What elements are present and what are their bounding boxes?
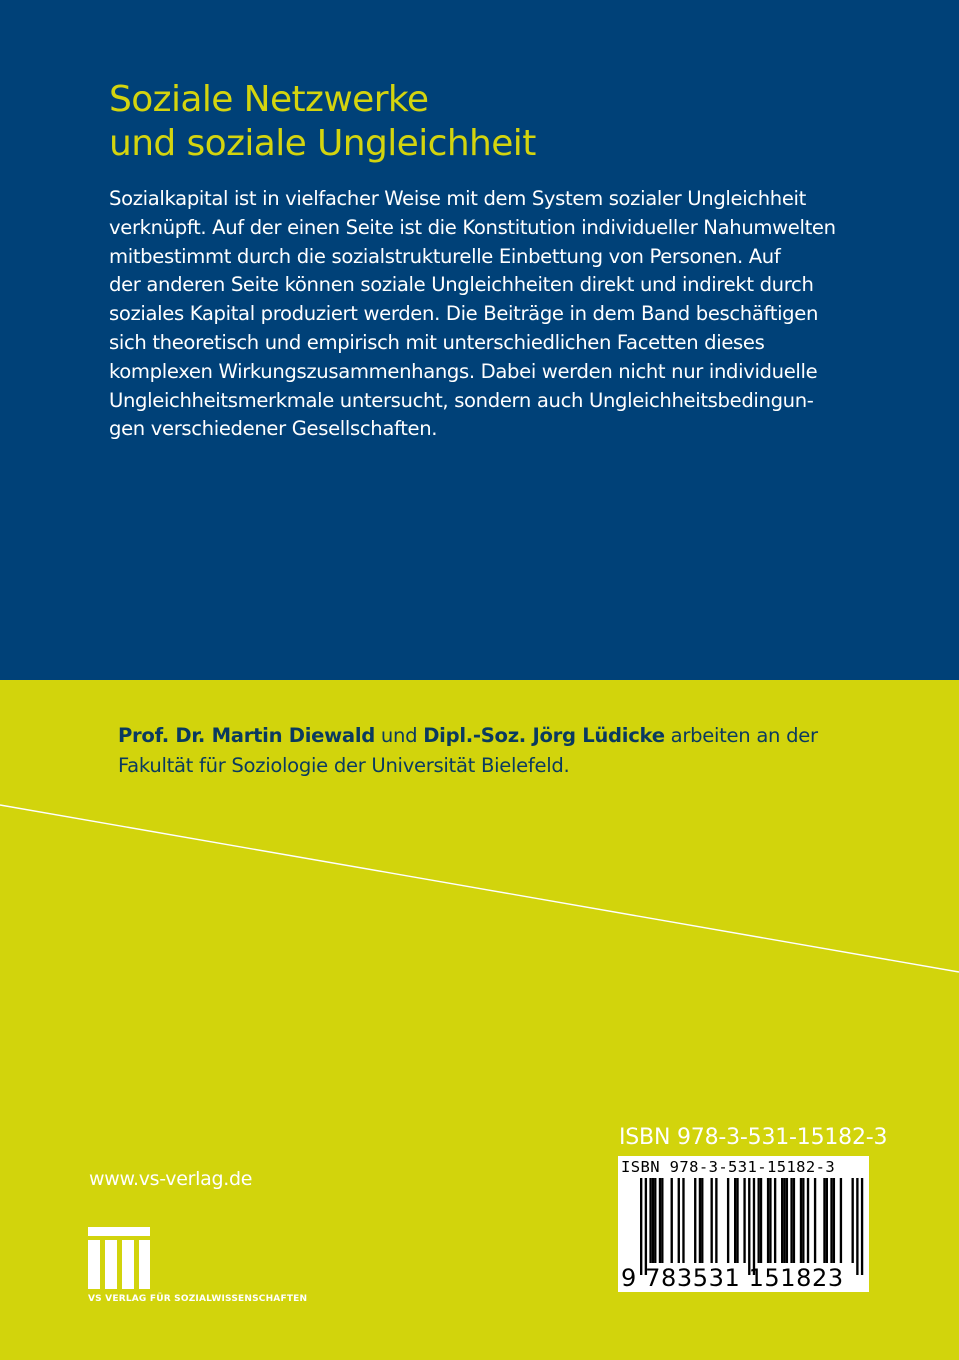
barcode-bar [711, 1178, 713, 1263]
description-line: komplexen Wirkungszusammenhangs. Dabei werden nicht nur individuelle [109, 359, 818, 383]
description-line: sich theoretisch und empirisch mit unterschiedlichen Facetten dieses [109, 330, 765, 354]
description-line: verknüpft. Auf der einen Seite ist die Konstitution individueller Nahumwelten [109, 215, 836, 239]
publisher-url[interactable]: www.vs-verlag.de [89, 1168, 253, 1190]
barcode-bar [678, 1178, 680, 1263]
barcode-bar [807, 1178, 809, 1263]
barcode [618, 1156, 869, 1292]
barcode-bar [852, 1178, 854, 1263]
vs-verlag-logo-icon [88, 1227, 150, 1289]
barcode-bar [760, 1178, 762, 1263]
ean-right-group: 151823 [748, 1264, 844, 1292]
barcode-bar [682, 1178, 684, 1263]
barcode-bar [736, 1178, 738, 1263]
author-info-rest: arbeiten an der [664, 724, 818, 747]
barcode-bar [826, 1178, 828, 1263]
barcode-bar [840, 1178, 842, 1263]
barcode-bar [769, 1178, 771, 1263]
barcode-bar [727, 1178, 729, 1263]
book-title-line-1: Soziale Netzwerke [109, 79, 429, 120]
barcode-bar [659, 1178, 661, 1263]
book-description [109, 185, 879, 444]
barcode-bar [694, 1178, 696, 1263]
barcode-bar [671, 1178, 673, 1263]
barcode-bar [748, 1178, 750, 1275]
barcode-bar [734, 1178, 736, 1263]
barcode-bar [767, 1178, 769, 1263]
ean-left-group: 783531 [645, 1264, 741, 1292]
book-title-line-2: und soziale Ungleichheit [109, 123, 536, 164]
barcode-bar [652, 1178, 654, 1263]
description-line: der anderen Seite können soziale Ungleichheiten direkt und indirekt durch [109, 273, 814, 297]
barcode-bar [781, 1178, 783, 1263]
isbn-label: ISBN 978-3-531-15182-3 [619, 1125, 888, 1150]
barcode-bar [640, 1178, 642, 1275]
barcode-bar [774, 1178, 776, 1263]
barcode-bar [833, 1178, 835, 1263]
book-title [109, 78, 869, 166]
barcode-bar [823, 1178, 825, 1263]
barcode-bar [861, 1178, 863, 1275]
author-conjunction: und [374, 724, 424, 747]
barcode-bar [649, 1178, 651, 1263]
barcode-bar [790, 1178, 792, 1263]
author-info [118, 721, 918, 781]
author-info-line-1 [118, 721, 918, 751]
barcode-bar [645, 1178, 647, 1275]
barcode-bar [802, 1178, 804, 1263]
description-line: Sozialkapital ist in vielfacher Weise mit dem System sozialer Ungleichheit [109, 187, 806, 210]
description-line: Ungleichheitsmerkmale untersucht, sondern auch Ungleichheitsbedingun- [109, 388, 814, 412]
description-line: soziales Kapital produziert werden. Die Beiträge in dem Band beschäftigen [109, 302, 819, 326]
barcode-bar [800, 1178, 802, 1263]
barcode-bar [793, 1178, 795, 1263]
barcode-bar [786, 1178, 788, 1263]
barcode-isbn-text: ISBN 978-3-531-15182-3 [621, 1158, 836, 1176]
barcode-bar [654, 1178, 656, 1263]
barcode-bar [701, 1178, 703, 1263]
barcode-bar [783, 1178, 785, 1263]
barcode-bar [699, 1178, 701, 1263]
description-line: gen verschiedener Gesellschaften. [109, 417, 438, 441]
barcode-bar [753, 1178, 755, 1275]
description-line: mitbestimmt durch die sozialstrukturelle Einbettung von Personen. Auf [109, 244, 781, 268]
barcode-bar [715, 1178, 717, 1263]
barcode-bar [661, 1178, 663, 1263]
barcode-bar [758, 1178, 760, 1263]
author-name-1: Prof. Dr. Martin Diewald [118, 724, 375, 747]
publisher-name: VS VERLAG FÜR SOZIALWISSENSCHAFTEN [88, 1294, 308, 1304]
barcode-bar [743, 1178, 745, 1263]
barcode-digits [621, 1264, 844, 1292]
author-info-line-2: Fakultät für Soziologie der Universität Bielefeld. [118, 754, 570, 777]
author-name-2: Dipl.-Soz. Jörg Lüdicke [423, 724, 665, 747]
barcode-bar [856, 1178, 858, 1275]
barcode-bar [814, 1178, 816, 1263]
barcode-bar [830, 1178, 832, 1263]
ean-first-digit: 9 [621, 1264, 637, 1292]
